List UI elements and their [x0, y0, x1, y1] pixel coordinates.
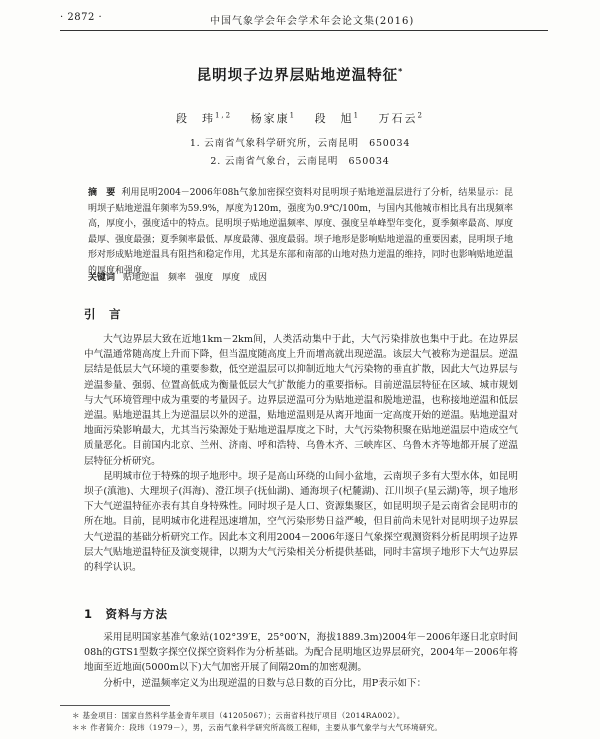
section-heading-data-methods: 1 资料与方法	[84, 607, 169, 621]
page-number: · 2872 ·	[60, 12, 103, 23]
keywords	[88, 270, 513, 283]
paper-title	[0, 64, 600, 85]
paragraph: 昆明城市位于特殊的坝子地形中。坝子是高山环绕的山间小盆地，云南坝子多有大型水体，如昆明坝子(滇池)、大理坝子(洱海)、澄江坝子(抚仙湖)、通海坝子(杞麓湖)、江川坝子(星云湖)等，坝子地形下大气逆温特征亦表有其自身特殊性。同时坝子是人口、资源集聚区，如昆明坝子是云南省会昆明市的所在地。目前，昆明城市化进程迅速增加，空气污染形势日益严峻，但目前尚未见针对昆明坝子边界层大气逆温的基础分析研究工作。因此本文利用2004－2006年逐日气象探空观测资料分析昆明坝子边界层大气贴地逆温特征及演变规律，以期为大气污染相关分析提供基础，同时丰富坝子地形下大气边界层的科学认识。	[84, 470, 518, 574]
paragraph: 大气边界层大致在近地1km－2km间，人类活动集中于此，大气污染排放也集中于此。在边界层中气温通常随高度上升而下降，但当温度随高度上升而增高就出现逆温。该层大气被称为逆温层。逆温层结是低层大气环境的重要参数，低空逆温层可以抑制近地大气污染物的垂直扩散，因此大气边界层与逆温参量、强弱、位置高低成为衡量低层大气扩散能力的重要指标。目前逆温层特征在区域、城市规划与大气环境管理中成为重要的考量因子。边界层逆温可分为贴地逆温和脱地逆温，也称接地逆温和低层逆温。贴地逆温其上为逆温层以外的逆温，贴地逆温则是从离开地面一定高度开始的逆温。贴地逆温对地面污染影响最大，尤其当污染源处于贴地逆温厚度之下时，大气污染物积聚在贴地逆温层中造成空气质量恶化。目前国内北京、兰州、济南、呼和浩特、乌鲁木齐、三峡库区、乌鲁木齐等地都开展了逆温层特征分析研究。	[84, 334, 518, 467]
paper-title-text: 昆明坝子边界层贴地逆温特征	[196, 68, 399, 84]
author-affil-mark: 1,2	[214, 111, 233, 120]
author: 段 旭	[314, 112, 354, 125]
footnote-rule	[60, 705, 170, 706]
author-affil-mark: 1	[289, 111, 297, 120]
author: 万石云	[378, 112, 418, 125]
paragraph: 采用昆明国家基准气象站(102°39′E，25°00′N，海拔1889.3m)2004年－2006年逐日北京时间08h的GTS1型数字探空仪探空资料作为分析基础。为配合昆明地区边界层研究，2004年－2006年将地面至近地面(5000m以下)大气加密开展了间隔20m的加密观测。	[84, 632, 518, 674]
paragraph: 分析中，逆温频率定义为出现逆温的日数与总日数的百分比，用P表示如下：	[103, 677, 427, 689]
footnote: ＊ 基金项目：国家自然科学基金青年项目（41205067）；云南省科技厅项目（2014RA002）。	[72, 711, 405, 720]
author: 段 玮	[175, 112, 215, 125]
intro-body	[84, 332, 518, 575]
author-affil-mark: 1	[353, 111, 361, 120]
author-affil-mark: 2	[417, 111, 425, 120]
author-list	[0, 110, 600, 126]
abstract-label: 摘 要	[88, 188, 116, 198]
header-rule	[60, 30, 548, 31]
abstract-text: 利用昆明2004－2006年08h气象加密探空资料对昆明坝子贴地逆温层进行了分析，结果显示：昆明坝子贴地逆温年频率为59.9%，厚度为120m，强度为0.9℃/100m，与国内其他城市相比具有出现频率高，厚度小，强度适中的特点。昆明坝子贴地逆温频率、厚度、强度呈单峰型年变化，夏季频率最高、厚度最厚、强度最强；夏季频率最低、厚度最薄、强度最弱。坝子地形是影响贴地逆温的重要因素，昆明坝子地形对形成贴地逆温具有阻挡和稳定作用，尤其是东部和南部的山地对热力逆温的维持，同时也影响贴地逆温的厚度和强度。	[88, 188, 513, 276]
abstract	[88, 186, 513, 280]
journal-title: 中国气象学会年会学术年会论文集(2016)	[210, 16, 415, 27]
title-footnote-mark: *	[398, 67, 404, 77]
keywords-text: 贴地逆温 频率 强度 厚度 成因	[123, 273, 268, 283]
running-header	[60, 12, 548, 30]
affiliation: 2. 云南省气象台，云南昆明 650034	[210, 156, 390, 167]
author: 杨家康	[250, 112, 290, 125]
affiliation: 1. 云南省气象科学研究所，云南昆明 650034	[189, 138, 411, 149]
section-heading-intro: 引 言	[84, 307, 122, 321]
footnote: ＊＊ 作者简介：段玮（1979－），男，云南气象科学研究所高级工程师，主要从事气象学与大气环境研究。	[72, 723, 443, 732]
keywords-label: 关键词	[88, 273, 116, 283]
section1-body	[84, 630, 518, 691]
